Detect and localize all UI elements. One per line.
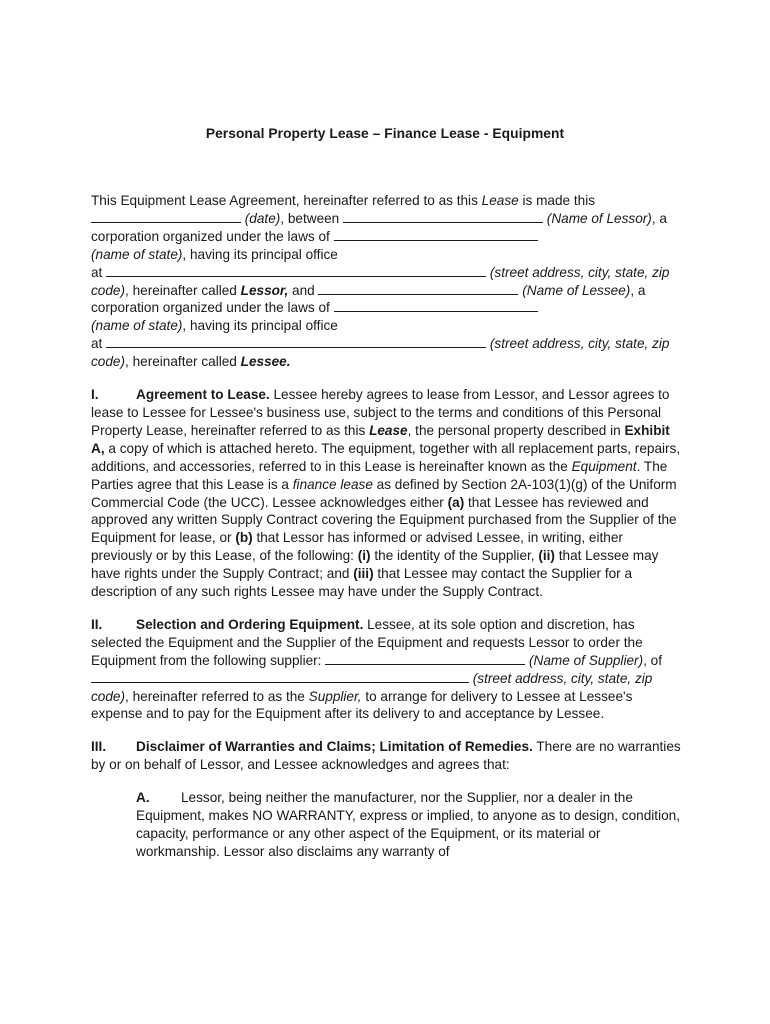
clause-marker: (a) xyxy=(447,494,465,510)
clause-marker: (i) xyxy=(357,548,371,564)
subsection-number: A. xyxy=(136,790,150,806)
lessee-name-blank[interactable] xyxy=(318,282,518,295)
lessee-term: Lessee. xyxy=(240,354,291,370)
section-1-agreement-to-lease xyxy=(91,386,681,601)
supplier-term: Supplier, xyxy=(308,688,362,704)
exhibit-ref: Exhibit A, xyxy=(91,422,670,456)
section-text: that Lessee has reviewed and approved any written Supply Contract covering the Equipment purchased from the Supplier of the Equipment for lease, or xyxy=(91,494,677,546)
intro-text: , hereinafter called xyxy=(125,282,241,298)
intro-text: , between xyxy=(280,210,344,226)
intro-text: , hereinafter called xyxy=(125,354,241,370)
intro-text: at xyxy=(91,264,107,280)
supplier-address-blank[interactable] xyxy=(91,670,469,683)
section-number: I. xyxy=(91,387,99,403)
intro-text: , having its principal office xyxy=(182,246,338,262)
section-heading: Agreement to Lease. xyxy=(136,387,270,403)
section-text: that Lessee may have rights under the Supply Contract; and xyxy=(91,548,659,582)
section-heading: Disclaimer of Warranties and Claims; Limitation of Remedies. xyxy=(136,739,533,755)
intro-text: , a corporation organized under the laws of xyxy=(91,210,667,244)
lease-term: Lease xyxy=(481,193,519,208)
section-text: , hereinafter referred to as the xyxy=(125,688,309,704)
lease-term: Lease xyxy=(369,422,408,438)
intro-text: and xyxy=(288,282,319,298)
state-hint: (name of state) xyxy=(91,318,183,334)
document-body xyxy=(91,192,681,861)
address-hint: (street address, city, state, zip code) xyxy=(91,336,670,370)
intro-text: , having its principal office xyxy=(182,318,338,334)
intro-text: , a corporation organized under the laws of xyxy=(91,282,646,316)
supplier-name-blank[interactable] xyxy=(325,652,525,665)
intro-text: This Equipment Lease Agreement, hereinafter referred to as this xyxy=(91,193,482,208)
lessee-state-blank[interactable] xyxy=(334,299,538,312)
intro-text: is made this xyxy=(518,193,596,208)
address-hint: (street address, city, state, zip code) xyxy=(91,670,653,704)
subsection-text: Lessor, being neither the manufacturer, nor the Supplier, nor a dealer in the Equipment, makes NO WARRANTY, express or implied, to anyone as to design, condition, capacity, performance or any other aspect of the Equipment, or its material or workmanship. Lessor also disclaims any warranty of xyxy=(136,790,681,859)
address-hint: (street address, city, state, zip code) xyxy=(91,264,670,298)
section-text: Lessee hereby agrees to lease from Lessor, and Lessor agrees to lease to Lessee for Lessee's business use, subject to the terms and conditions of this Personal Property Lease, hereinafter referred to as this xyxy=(91,387,670,438)
section-text: There are no warranties by or on behalf of Lessor, and Lessee acknowledges and agrees that: xyxy=(91,739,681,773)
section-text: the identity of the Supplier, xyxy=(370,548,539,564)
lessor-name-hint: (Name of Lessor) xyxy=(543,210,652,226)
section-number: II. xyxy=(91,616,103,632)
section-heading: Selection and Ordering Equipment. xyxy=(136,616,364,632)
lessee-name-hint: (Name of Lessee) xyxy=(518,282,631,298)
section-number: III. xyxy=(91,739,107,755)
lessor-address-blank[interactable] xyxy=(106,264,486,277)
date-hint: (date) xyxy=(241,210,281,226)
section-2-selection-and-ordering xyxy=(91,616,681,723)
clause-marker: (b) xyxy=(235,530,253,546)
lessee-address-blank[interactable] xyxy=(106,335,486,348)
lessor-name-blank[interactable] xyxy=(343,210,543,223)
lessor-term: Lessor, xyxy=(240,282,289,298)
clause-marker: (ii) xyxy=(538,548,555,564)
section-text: that Lessee may contact the Supplier for a description of any such rights Lessee may have under the Supply Contract. xyxy=(91,566,633,600)
section-text: that Lessor has informed or advised Lessee, in writing, either previously or by this Lease, of the following: xyxy=(91,530,623,564)
supplier-name-hint: (Name of Supplier) xyxy=(525,652,644,668)
section-text: Lessee, at its sole option and discretion, has selected the Equipment and the Supplier of the Equipment and requests Lessor to order the Equipment from the following supplier: xyxy=(91,616,643,668)
section-text: as defined by Section 2A-103(1)(g) of the Uniform Commercial Code (the UCC). Lessee acknowledges either xyxy=(91,476,677,510)
finance-lease-term: finance lease xyxy=(292,476,373,492)
section-text: to arrange for delivery to Lessee at Lessee's expense and to pay for the Equipment after its delivery to and acceptance by Lessee. xyxy=(91,688,633,722)
clause-marker: (iii) xyxy=(353,566,374,582)
equipment-term: Equipment xyxy=(571,458,637,474)
lessor-state-blank[interactable] xyxy=(334,228,538,241)
section-3-disclaimer xyxy=(91,738,681,774)
subsection-a xyxy=(136,789,681,861)
state-hint: (name of state) xyxy=(91,246,183,262)
section-text: , of xyxy=(643,652,662,668)
document-title: Personal Property Lease – Finance Lease - Equipment xyxy=(205,126,565,141)
date-blank[interactable] xyxy=(91,210,241,223)
intro-paragraph xyxy=(91,192,681,371)
section-text: a copy of which is attached hereto. The equipment, together with all replacement parts, repairs, additions, and accessories, referred to in this Lease is hereinafter known as the xyxy=(91,440,681,474)
section-text: . The Parties agree that this Lease is a xyxy=(91,458,668,492)
section-text: , the personal property described in xyxy=(407,422,625,438)
intro-text: at xyxy=(91,336,107,352)
